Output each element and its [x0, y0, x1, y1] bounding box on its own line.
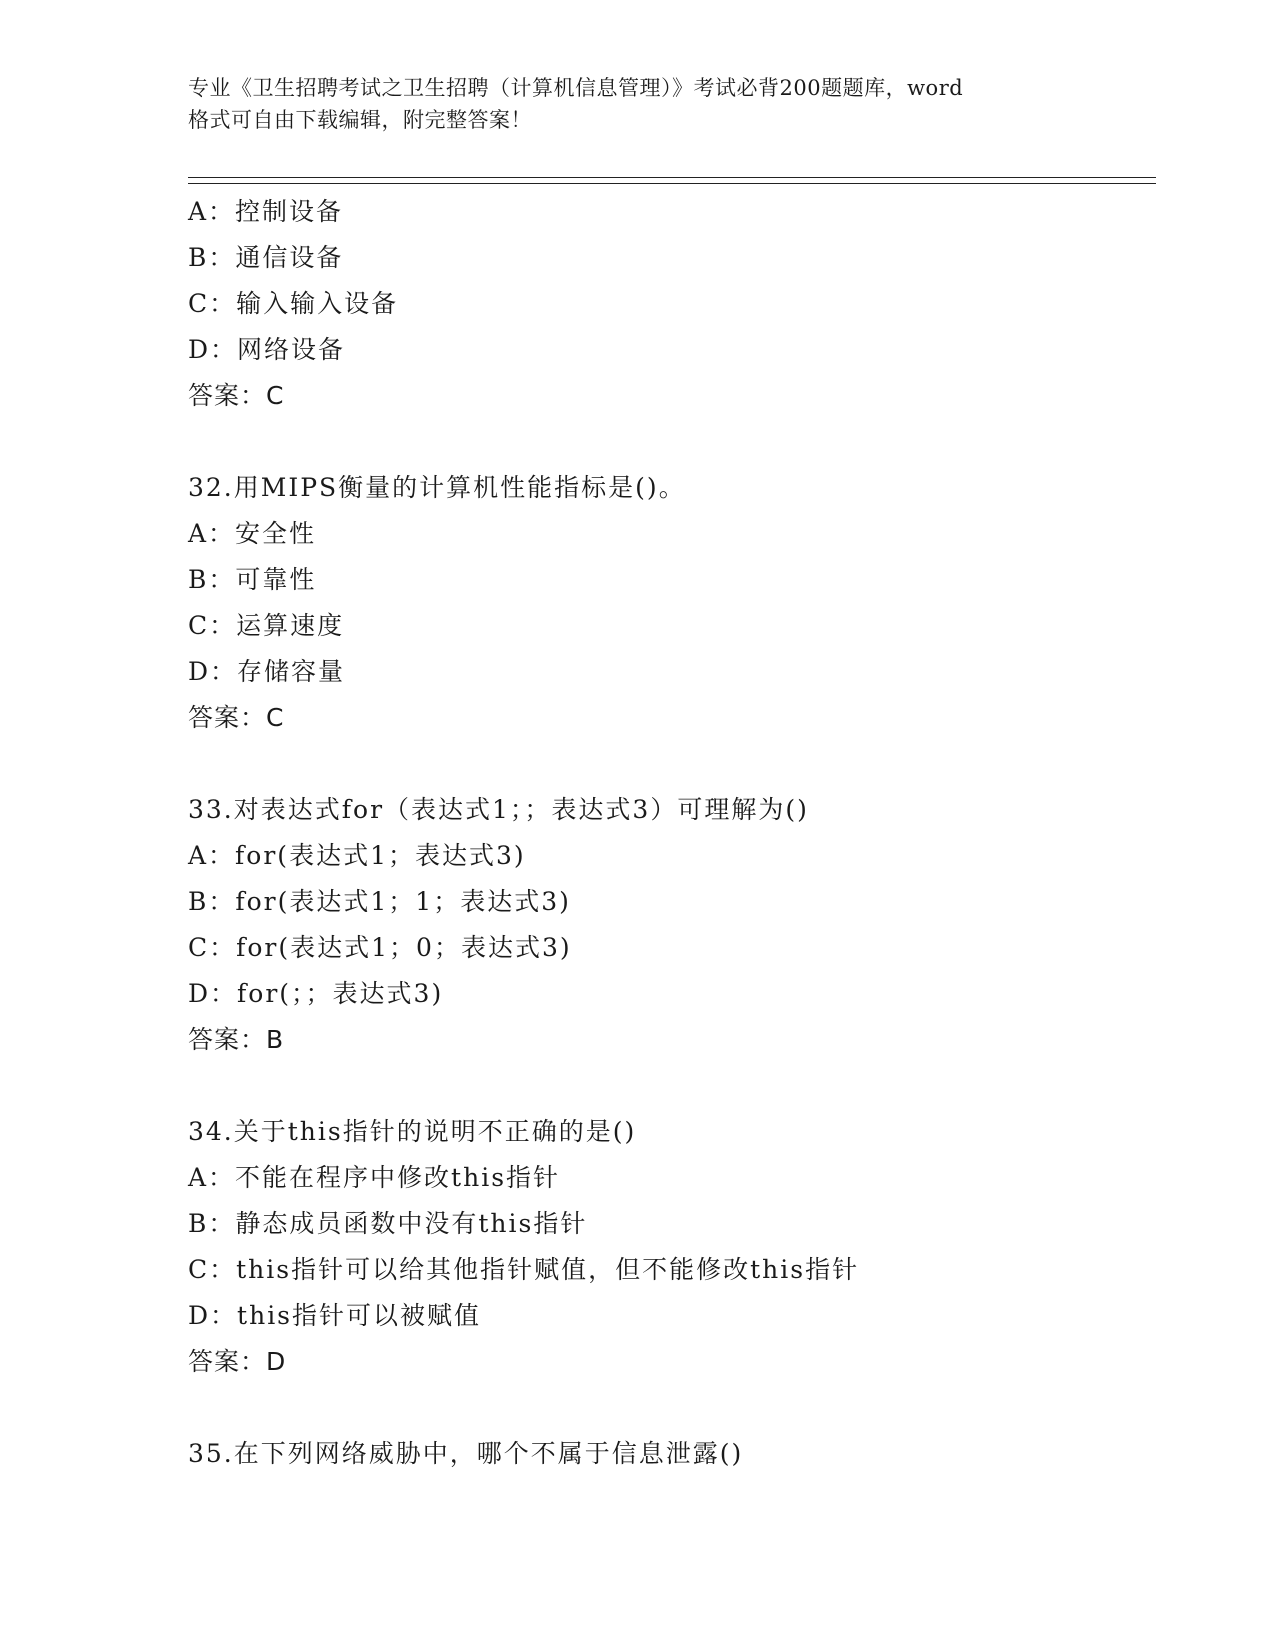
option-c: C：输入输入设备 — [188, 289, 399, 318]
question-stem: 34.关于this指针的说明不正确的是() — [188, 1117, 637, 1146]
question-33 — [188, 787, 1148, 1063]
option-b: B：静态成员函数中没有this指针 — [188, 1209, 588, 1238]
option-c: C：运算速度 — [188, 611, 345, 640]
option-d: D：for(；；表达式3) — [188, 979, 444, 1008]
option-d: D：网络设备 — [188, 335, 346, 364]
question-32 — [188, 465, 1148, 741]
option-a: A：不能在程序中修改this指针 — [188, 1163, 561, 1192]
option-d: D：存储容量 — [188, 657, 346, 686]
header-divider-bottom — [188, 183, 1156, 184]
question-spacer — [188, 1385, 1148, 1431]
question-list — [188, 189, 1148, 1477]
question-spacer — [188, 419, 1148, 465]
answer-line: 答案：C — [188, 703, 285, 732]
question-35 — [188, 1431, 1148, 1477]
question-spacer — [188, 741, 1148, 787]
header-divider-top — [188, 177, 1156, 178]
option-a: A：for(表达式1；表达式3) — [188, 841, 526, 870]
question-stem: 33.对表达式for（表达式1；；表达式3）可理解为() — [188, 795, 809, 824]
option-b: B：for(表达式1；1；表达式3) — [188, 887, 571, 916]
question-stem: 32.用MIPS衡量的计算机性能指标是()。 — [188, 473, 686, 502]
header-line-2: 格式可自由下载编辑，附完整答案！ — [188, 108, 532, 132]
answer-line: 答案：C — [188, 381, 285, 410]
question-34 — [188, 1109, 1148, 1385]
option-a: A：控制设备 — [188, 197, 344, 226]
option-b: B：可靠性 — [188, 565, 317, 594]
header-line-1: 专业《卫生招聘考试之卫生招聘（计算机信息管理）》考试必背200题题库，word — [188, 76, 964, 100]
option-b: B：通信设备 — [188, 243, 344, 272]
document-header — [188, 72, 1108, 136]
question-spacer — [188, 1063, 1148, 1109]
option-a: A：安全性 — [188, 519, 317, 548]
answer-line: 答案：D — [188, 1347, 287, 1376]
answer-line: 答案：B — [188, 1025, 285, 1054]
option-c: C：this指针可以给其他指针赋值，但不能修改this指针 — [188, 1255, 860, 1284]
question-31 — [188, 189, 1148, 419]
question-stem: 35.在下列网络威胁中，哪个不属于信息泄露() — [188, 1439, 744, 1468]
option-d: D：this指针可以被赋值 — [188, 1301, 482, 1330]
option-c: C：for(表达式1；0；表达式3) — [188, 933, 572, 962]
